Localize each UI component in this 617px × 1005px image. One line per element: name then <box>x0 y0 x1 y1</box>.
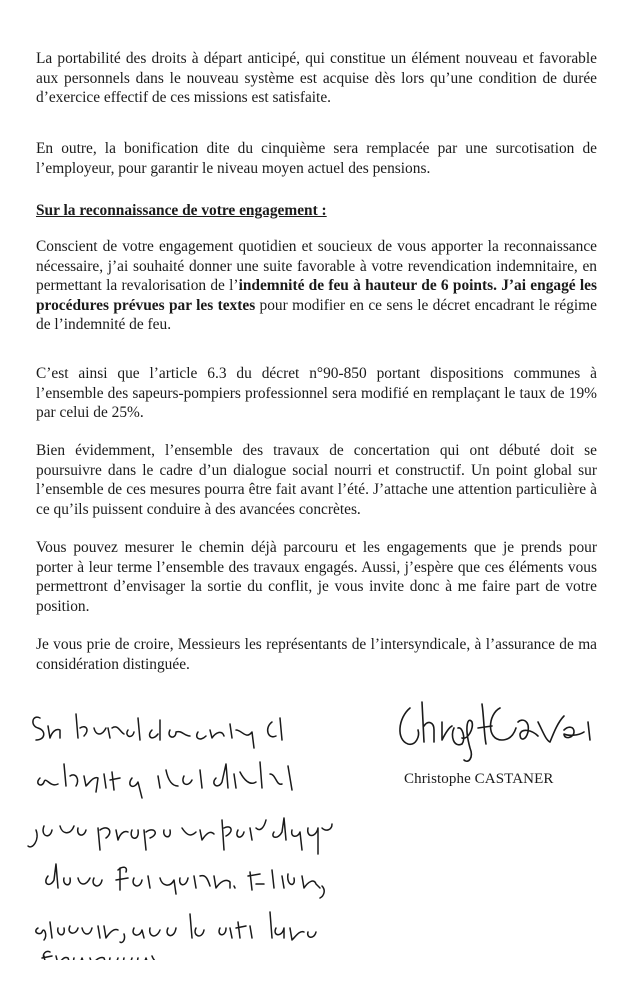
recognition-text-a: Conscient de votre engagement quotidien et soucieux de vous apporter la reconnaissance nécessaire, j’ai souhaité donner une suite favorable à votre revendication indemnitaire, en permettant la revalorisation de l’ <box>36 238 597 294</box>
recognition-text-b: pour modifier en ce sens le décret encadrant le régime de l’indemnité de feu. <box>36 296 597 333</box>
paragraph-engagements: Vous pouvez mesurer le chemin déjà parcouru et les engagements que je prends pour porter à leur terme l’ensemble des travaux engagés. Aussi, j’espère que ces éléments vous permettront d’envisager la sortie du conflit, je vous invite donc à me faire part de votre position. <box>36 539 597 615</box>
handwritten-note <box>20 700 340 960</box>
paragraph-closing: Je vous prie de croire, Messieurs les représentants de l’intersyndicale, à l’assurance de ma considération distinguée. <box>36 636 597 673</box>
recognition-bold-a: indemnité de feu à hauteur de 6 points <box>238 277 494 294</box>
paragraph-concertation: Bien évidemment, l’ensemble des travaux de concertation qui ont débuté doit se poursuivre dans le cadre d’un dialogue social nourri et constructif. Un point global sur l’ensemble de ces mesures pourra être fait avant l’été. J’attache une attention particulière à ce qu’ils puissent conduire à des avancées concrètes. <box>36 442 597 518</box>
paragraph-bonification: En outre, la bonification dite du cinquième sera remplacée par une surcotisation de l’employeur, pour garantir le niveau moyen actuel des pensions. <box>36 140 597 177</box>
paragraph-decree: C’est ainsi que l’article 6.3 du décret n°90-850 portant dispositions communes à l’ensemble des sapeurs-pompiers professionnel sera modifié en remplaçant le taux de 19% par celui de 25%. <box>36 365 597 421</box>
paragraph-recognition <box>36 237 597 335</box>
recognition-bold-sep: . <box>493 277 502 294</box>
signatory-name: Christophe CASTANER <box>404 771 554 787</box>
section-heading: Sur la reconnaissance de votre engagement : <box>36 202 327 219</box>
recognition-bold-b: J’ai engagé les procédures prévues par les textes <box>36 277 597 314</box>
paragraph-portability: La portabilité des droits à départ anticipé, qui constitue un élément nouveau et favorable aux personnels dans le nouveau système est acquise dès lors qu’une condition de durée d’exercice effectif de ces missions est satisfaite. <box>36 50 597 106</box>
